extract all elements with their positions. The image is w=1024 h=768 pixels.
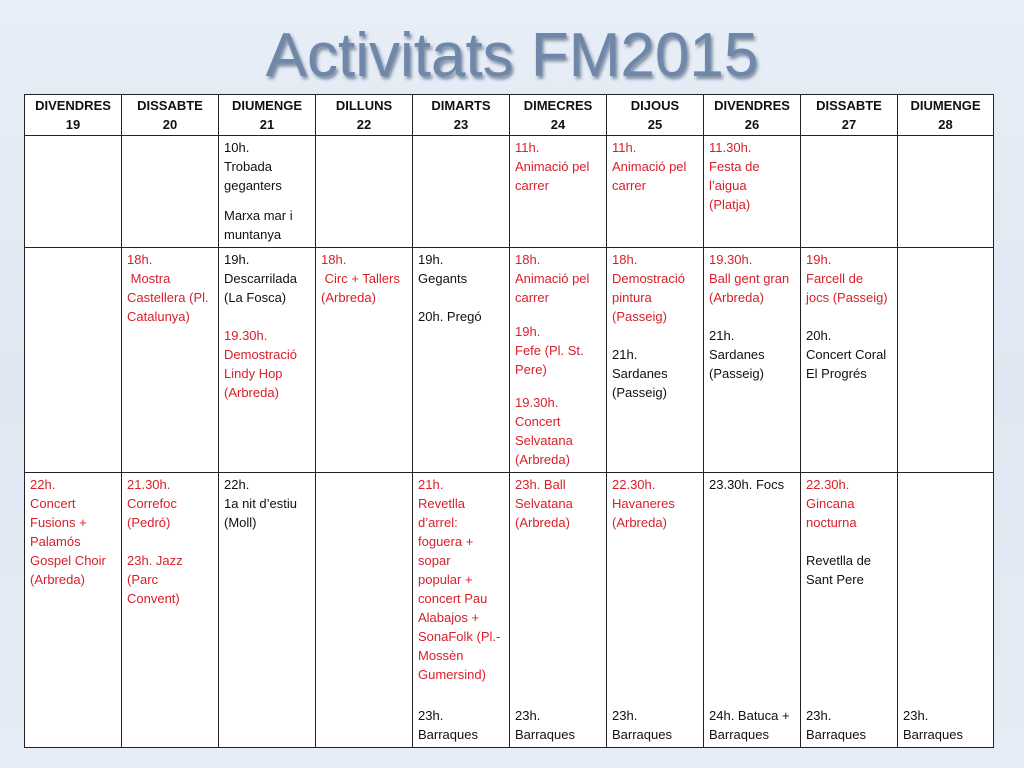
day-header <box>122 95 219 136</box>
event-entry <box>224 206 310 244</box>
event-entry <box>709 475 795 494</box>
event-text: muntanya <box>224 227 282 242</box>
schedule-cell <box>316 136 413 248</box>
day-header <box>413 95 510 136</box>
schedule-cell <box>607 248 704 473</box>
event-text: (Pedró) <box>127 515 171 530</box>
event-text: 22.30h. <box>806 477 850 492</box>
event-text: 22h. <box>30 477 56 492</box>
event-text: Trobada <box>224 159 272 174</box>
schedule-table <box>24 94 994 748</box>
day-number: 20 <box>162 117 178 132</box>
day-header <box>898 95 994 136</box>
event-text: (Passeig) <box>612 309 667 324</box>
event-text: 21h. <box>709 328 735 343</box>
event-entry <box>515 322 601 379</box>
event-text: 24h. Batuca + <box>709 708 790 723</box>
event-entry <box>709 138 795 214</box>
event-text: (Arbreda) <box>515 452 570 467</box>
event-text: 19h. <box>418 252 444 267</box>
event-text: Descarrilada <box>224 271 297 286</box>
event-text: Gegants <box>418 271 468 286</box>
event-text: Demostració <box>224 347 297 362</box>
day-number: 22 <box>356 117 372 132</box>
event-text: Mostra <box>127 271 171 286</box>
day-header <box>801 95 898 136</box>
event-text: 18h. <box>127 252 153 267</box>
event-text: 21h. <box>418 477 444 492</box>
schedule-cell <box>219 136 316 248</box>
event-text: Barraques <box>903 727 963 742</box>
event-text: 19.30h. <box>515 395 559 410</box>
schedule-cell <box>413 136 510 248</box>
day-header <box>25 95 122 136</box>
event-text: (La Fosca) <box>224 290 287 305</box>
event-text: (Moll) <box>224 515 257 530</box>
day-name: DIJOUS <box>630 98 680 113</box>
schedule-cell <box>25 473 122 748</box>
event-text: sopar <box>418 553 451 568</box>
event-text: 23h. <box>515 708 541 723</box>
day-name: DIVENDRES <box>714 98 790 113</box>
schedule-cell <box>25 136 122 248</box>
event-text: nocturna <box>806 515 857 530</box>
event-text: 19h. <box>515 323 541 339</box>
event-text: 11h. <box>515 140 540 155</box>
event-text: 18h. <box>321 252 347 267</box>
event-text: (Arbreda) <box>224 385 279 400</box>
event-text: SonaFolk (Pl.- <box>418 629 501 644</box>
day-header <box>510 95 607 136</box>
event-text: jocs (Passeig) <box>806 290 888 305</box>
schedule-cell <box>801 248 898 473</box>
event-text: 19h. <box>224 252 250 267</box>
event-text: (Passeig) <box>709 366 764 381</box>
event-text: (Arbreda) <box>515 515 570 530</box>
event-text: carrer <box>515 290 549 305</box>
event-text: Circ + Tallers <box>321 271 400 286</box>
schedule-cell <box>25 248 122 473</box>
event-entry <box>612 345 698 402</box>
event-text: 23.30h. Focs <box>709 477 785 492</box>
event-text: 23h. Ball <box>515 477 566 492</box>
schedule-row <box>25 473 994 748</box>
event-text: 22h. <box>224 477 250 492</box>
event-text: (Platja) <box>709 197 751 212</box>
barraques-entry <box>806 706 892 744</box>
event-text: (Arbreda) <box>30 572 85 587</box>
event-text: 18h. <box>515 252 541 267</box>
event-text: Festa de <box>709 159 760 174</box>
schedule-row <box>25 248 994 473</box>
day-number: 21 <box>259 117 275 132</box>
schedule-cell <box>607 136 704 248</box>
event-text: pintura <box>612 290 652 305</box>
event-text: Animació pel <box>612 159 687 174</box>
day-number: 27 <box>841 117 857 132</box>
event-text: 18h. <box>612 252 638 267</box>
event-text: Convent) <box>127 591 180 606</box>
event-text: 21.30h. <box>127 477 171 492</box>
schedule-cell <box>704 248 801 473</box>
event-text: Castellera (Pl. <box>127 290 209 305</box>
event-text: 23h. <box>903 708 929 723</box>
event-text: Barraques <box>418 727 478 742</box>
schedule-cell <box>898 248 994 473</box>
event-text: 23h. <box>612 708 638 723</box>
event-text: Catalunya) <box>127 309 190 324</box>
event-text: popular + <box>418 572 473 587</box>
event-entry <box>612 475 698 532</box>
day-name: DIUMENGE <box>231 98 303 113</box>
event-text: 19.30h. <box>709 252 753 267</box>
event-text: Fusions + <box>30 515 87 530</box>
event-entry <box>127 551 213 608</box>
event-text: 19.30h. <box>224 328 268 343</box>
schedule-cell <box>316 248 413 473</box>
event-text: (Arbreda) <box>612 515 667 530</box>
schedule-cell <box>122 248 219 473</box>
event-text: carrer <box>612 178 646 193</box>
schedule-row <box>25 136 994 248</box>
day-number: 28 <box>938 117 953 132</box>
event-entry <box>515 138 601 195</box>
event-text: concert Pau <box>418 591 488 606</box>
event-text: Revetlla <box>418 496 465 511</box>
event-text: 20h. Pregó <box>418 309 482 324</box>
event-text: Concert <box>515 414 561 429</box>
event-entry <box>127 475 213 532</box>
schedule-cell <box>898 473 994 748</box>
event-text: Alabajos + <box>418 610 480 625</box>
event-entry <box>612 250 698 326</box>
event-entry <box>515 475 601 532</box>
event-text: 23h. <box>418 708 444 723</box>
event-text: d’arrel: <box>418 515 458 530</box>
event-text: Havaneres <box>612 496 675 511</box>
event-entry <box>709 326 795 383</box>
event-entry <box>806 250 892 307</box>
event-text: (Passeig) <box>612 385 667 400</box>
event-text: Demostració <box>612 271 685 286</box>
event-text: 23h. Jazz <box>127 553 183 568</box>
barraques-entry <box>903 706 988 744</box>
schedule-cell <box>704 136 801 248</box>
event-text: Concert Coral <box>806 347 887 362</box>
schedule-cell <box>122 136 219 248</box>
schedule-cell <box>704 473 801 748</box>
event-text: Sardanes <box>612 366 668 381</box>
day-name: DIVENDRES <box>35 98 111 113</box>
event-entry <box>806 475 892 532</box>
event-text: Ball gent gran <box>709 271 790 286</box>
event-text: Fefe (Pl. St. <box>515 342 584 358</box>
day-header <box>316 95 413 136</box>
event-text: Animació pel <box>515 271 590 286</box>
schedule-cell <box>801 473 898 748</box>
schedule-cell <box>801 136 898 248</box>
event-text: Mossèn <box>418 648 464 663</box>
event-text: 21h. <box>612 347 638 362</box>
schedule-cell <box>122 473 219 748</box>
event-entry <box>515 393 601 469</box>
event-text: Correfoc <box>127 496 177 511</box>
barraques-entry <box>709 706 795 744</box>
event-text: 22.30h. <box>612 477 656 492</box>
day-name: DIMECRES <box>523 98 593 113</box>
event-text: (Parc <box>127 572 159 587</box>
event-text: Farcell de <box>806 271 864 286</box>
event-entry <box>224 326 310 402</box>
event-text: Barraques <box>515 727 575 742</box>
page-title: Activitats FM2015 <box>265 21 759 90</box>
event-text: 11h. <box>612 140 637 155</box>
event-text: carrer <box>515 178 549 193</box>
event-text: 10h. <box>224 140 250 155</box>
event-text: Pere) <box>515 361 547 377</box>
barraques-entry <box>418 706 504 744</box>
event-entry <box>612 138 698 195</box>
event-text: 23h. <box>806 708 832 723</box>
barraques-entry <box>515 706 601 744</box>
event-text: Palamós <box>30 534 81 549</box>
schedule-cell <box>898 136 994 248</box>
event-text: (Arbreda) <box>709 290 764 305</box>
event-text: 20h. <box>806 328 832 343</box>
event-text: Concert <box>30 496 76 511</box>
day-name: DISSABTE <box>816 98 882 113</box>
day-header <box>219 95 316 136</box>
event-entry <box>224 475 310 532</box>
event-text: l’aigua <box>709 178 747 193</box>
event-text: Gospel Choir <box>30 553 106 568</box>
event-text: Lindy Hop <box>224 366 283 381</box>
schedule-cell <box>219 248 316 473</box>
schedule-body <box>25 136 994 748</box>
schedule-cell <box>413 473 510 748</box>
schedule-cell <box>413 248 510 473</box>
event-text: Selvatana <box>515 433 573 448</box>
schedule-cell <box>607 473 704 748</box>
event-text: Sant Pere <box>806 572 864 587</box>
event-entry <box>321 250 407 307</box>
schedule-cell <box>510 473 607 748</box>
event-text: Sardanes <box>709 347 765 362</box>
event-text: Marxa mar i <box>224 208 293 223</box>
event-entry <box>224 250 310 307</box>
event-text: Barraques <box>806 727 866 742</box>
event-text: El Progrés <box>806 366 867 381</box>
day-number: 24 <box>550 117 566 132</box>
barraques-entry <box>612 706 698 744</box>
event-entry <box>418 475 504 684</box>
day-header <box>704 95 801 136</box>
schedule-cell <box>510 248 607 473</box>
event-entry <box>224 138 310 195</box>
schedule-cell <box>219 473 316 748</box>
event-text: 1a nit d’estiu <box>224 496 297 511</box>
day-name: DILLUNS <box>335 98 393 113</box>
event-entry <box>127 250 213 326</box>
event-text: Barraques <box>709 727 769 742</box>
schedule-cell <box>510 136 607 248</box>
schedule-cell <box>316 473 413 748</box>
event-text: (Arbreda) <box>321 290 376 305</box>
event-text: Selvatana <box>515 496 573 511</box>
event-entry <box>515 250 601 307</box>
event-text: Animació pel <box>515 159 590 174</box>
event-entry <box>806 551 892 589</box>
event-text: Revetlla de <box>806 553 872 568</box>
event-entry <box>806 326 892 383</box>
header-row <box>25 95 994 136</box>
day-name: DIMARTS <box>431 98 491 113</box>
day-number: 23 <box>453 117 469 132</box>
day-name: DISSABTE <box>137 98 203 113</box>
event-entry <box>30 475 116 589</box>
event-entry <box>709 250 795 307</box>
day-name: DIUMENGE <box>910 98 981 113</box>
event-text: geganters <box>224 178 282 193</box>
day-number: 25 <box>647 117 663 132</box>
day-number: 26 <box>744 117 760 132</box>
day-header <box>607 95 704 136</box>
event-text: 11.30h. <box>709 140 752 155</box>
event-text: foguera + <box>418 534 474 549</box>
day-number: 19 <box>65 117 81 132</box>
event-text: Gumersind) <box>418 667 486 682</box>
event-entry <box>418 307 504 326</box>
event-text: 19h. <box>806 252 832 267</box>
event-text: Barraques <box>612 727 672 742</box>
event-entry <box>418 250 504 288</box>
event-text: Gincana <box>806 496 855 511</box>
